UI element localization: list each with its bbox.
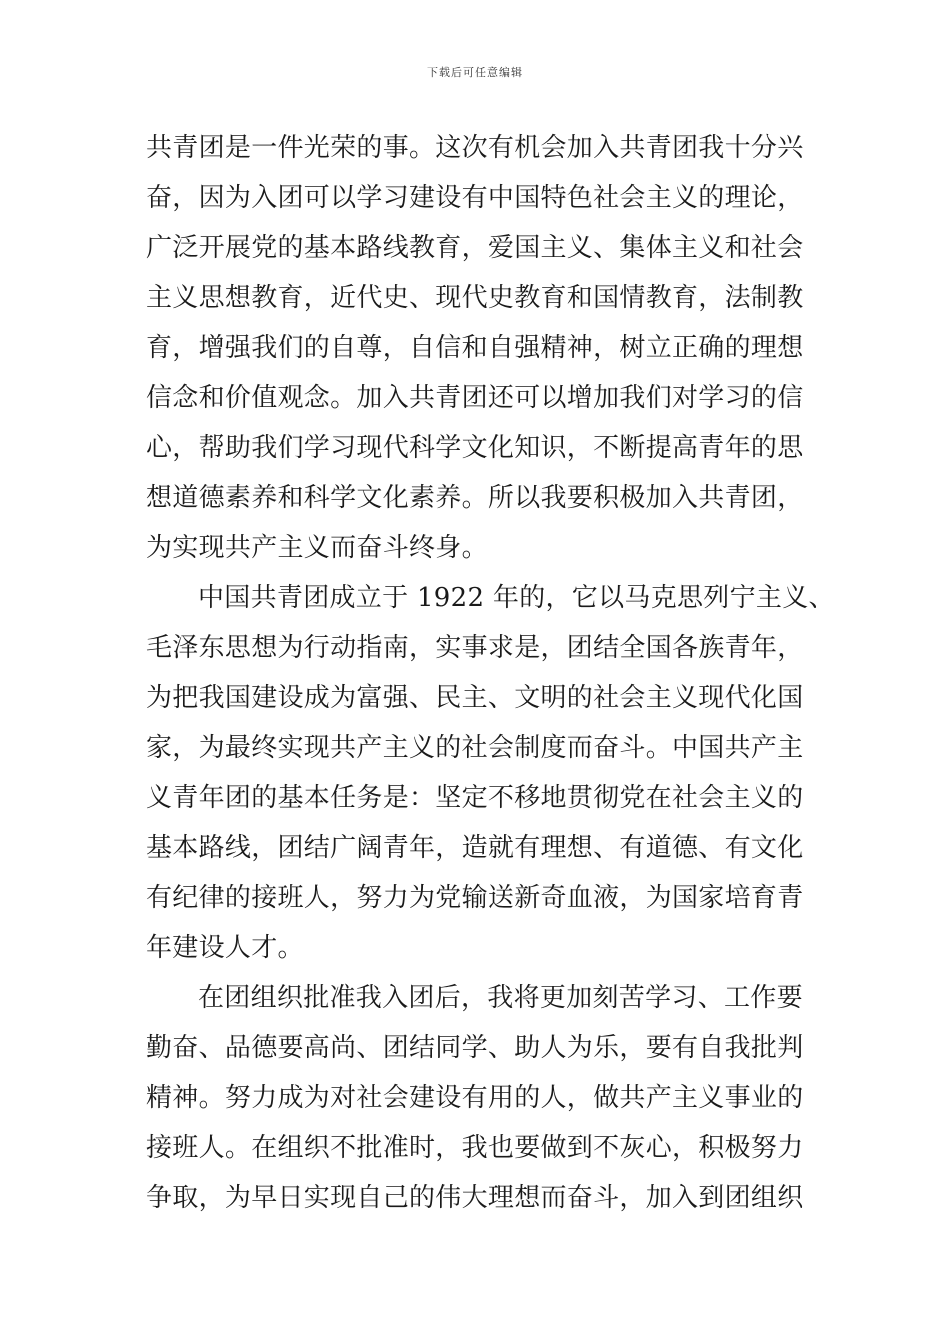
- paragraph-3-line-2: 勤奋、品德要高尚、团结同学、助人为乐，要有自我批判: [146, 1033, 804, 1063]
- document-body: [146, 123, 835, 1223]
- paragraph-1-line-6: 信念和价值观念。加入共青团还可以增加我们对学习的信: [146, 383, 804, 413]
- paragraph-3-line-1: 在团组织批准我入团后，我将更加刻苦学习、工作要: [198, 983, 803, 1013]
- paragraph-2-line-2: 毛泽东思想为行动指南，实事求是，团结全国各族青年，: [146, 633, 804, 663]
- paragraph-1-line-1: 共青团是一件光荣的事。这次有机会加入共青团我十分兴: [146, 133, 804, 163]
- paragraph-3-line-4: 接班人。在组织不批准时，我也要做到不灰心，积极努力: [146, 1133, 804, 1163]
- paragraph-1-line-4: 主义思想教育，近代史、现代史教育和国情教育，法制教: [146, 283, 804, 313]
- paragraph-2-line-3: 为把我国建设成为富强、民主、文明的社会主义现代化国: [146, 683, 804, 713]
- paragraph-2-line-8: 年建设人才。: [146, 933, 304, 963]
- paragraph-2-line-4: 家，为最终实现共产主义的社会制度而奋斗。中国共产主: [146, 733, 804, 763]
- paragraph-1-line-8: 想道德素养和科学文化素养。所以我要积极加入共青团，: [146, 483, 804, 513]
- paragraph-1-line-2: 奋，因为入团可以学习建设有中国特色社会主义的理论，: [146, 183, 804, 213]
- paragraph-2-line-5: 义青年团的基本任务是：坚定不移地贯彻党在社会主义的: [146, 783, 804, 813]
- paragraph-1-line-5: 育，增强我们的自尊，自信和自强精神，树立正确的理想: [146, 333, 804, 363]
- paragraph-3-line-3: 精神。努力成为对社会建设有用的人，做共产主义事业的: [146, 1083, 804, 1113]
- paragraph-1-line-3: 广泛开展党的基本路线教育，爱国主义、集体主义和社会: [146, 233, 804, 263]
- page-header: 下载后可任意编辑: [427, 66, 523, 79]
- paragraph-2-line-1: 中国共青团成立于 1922 年的，它以马克思列宁主义、: [198, 583, 835, 613]
- paragraph-1-line-9: 为实现共产主义而奋斗终身。: [146, 533, 488, 563]
- paragraph-1-line-7: 心，帮助我们学习现代科学文化知识，不断提高青年的思: [146, 433, 804, 463]
- paragraph-2-line-6: 基本路线，团结广阔青年，造就有理想、有道德、有文化: [146, 833, 804, 863]
- paragraph-2-line-7: 有纪律的接班人，努力为党输送新奇血液，为国家培育青: [146, 883, 804, 913]
- paragraph-3-line-5: 争取，为早日实现自己的伟大理想而奋斗，加入到团组织: [146, 1183, 804, 1213]
